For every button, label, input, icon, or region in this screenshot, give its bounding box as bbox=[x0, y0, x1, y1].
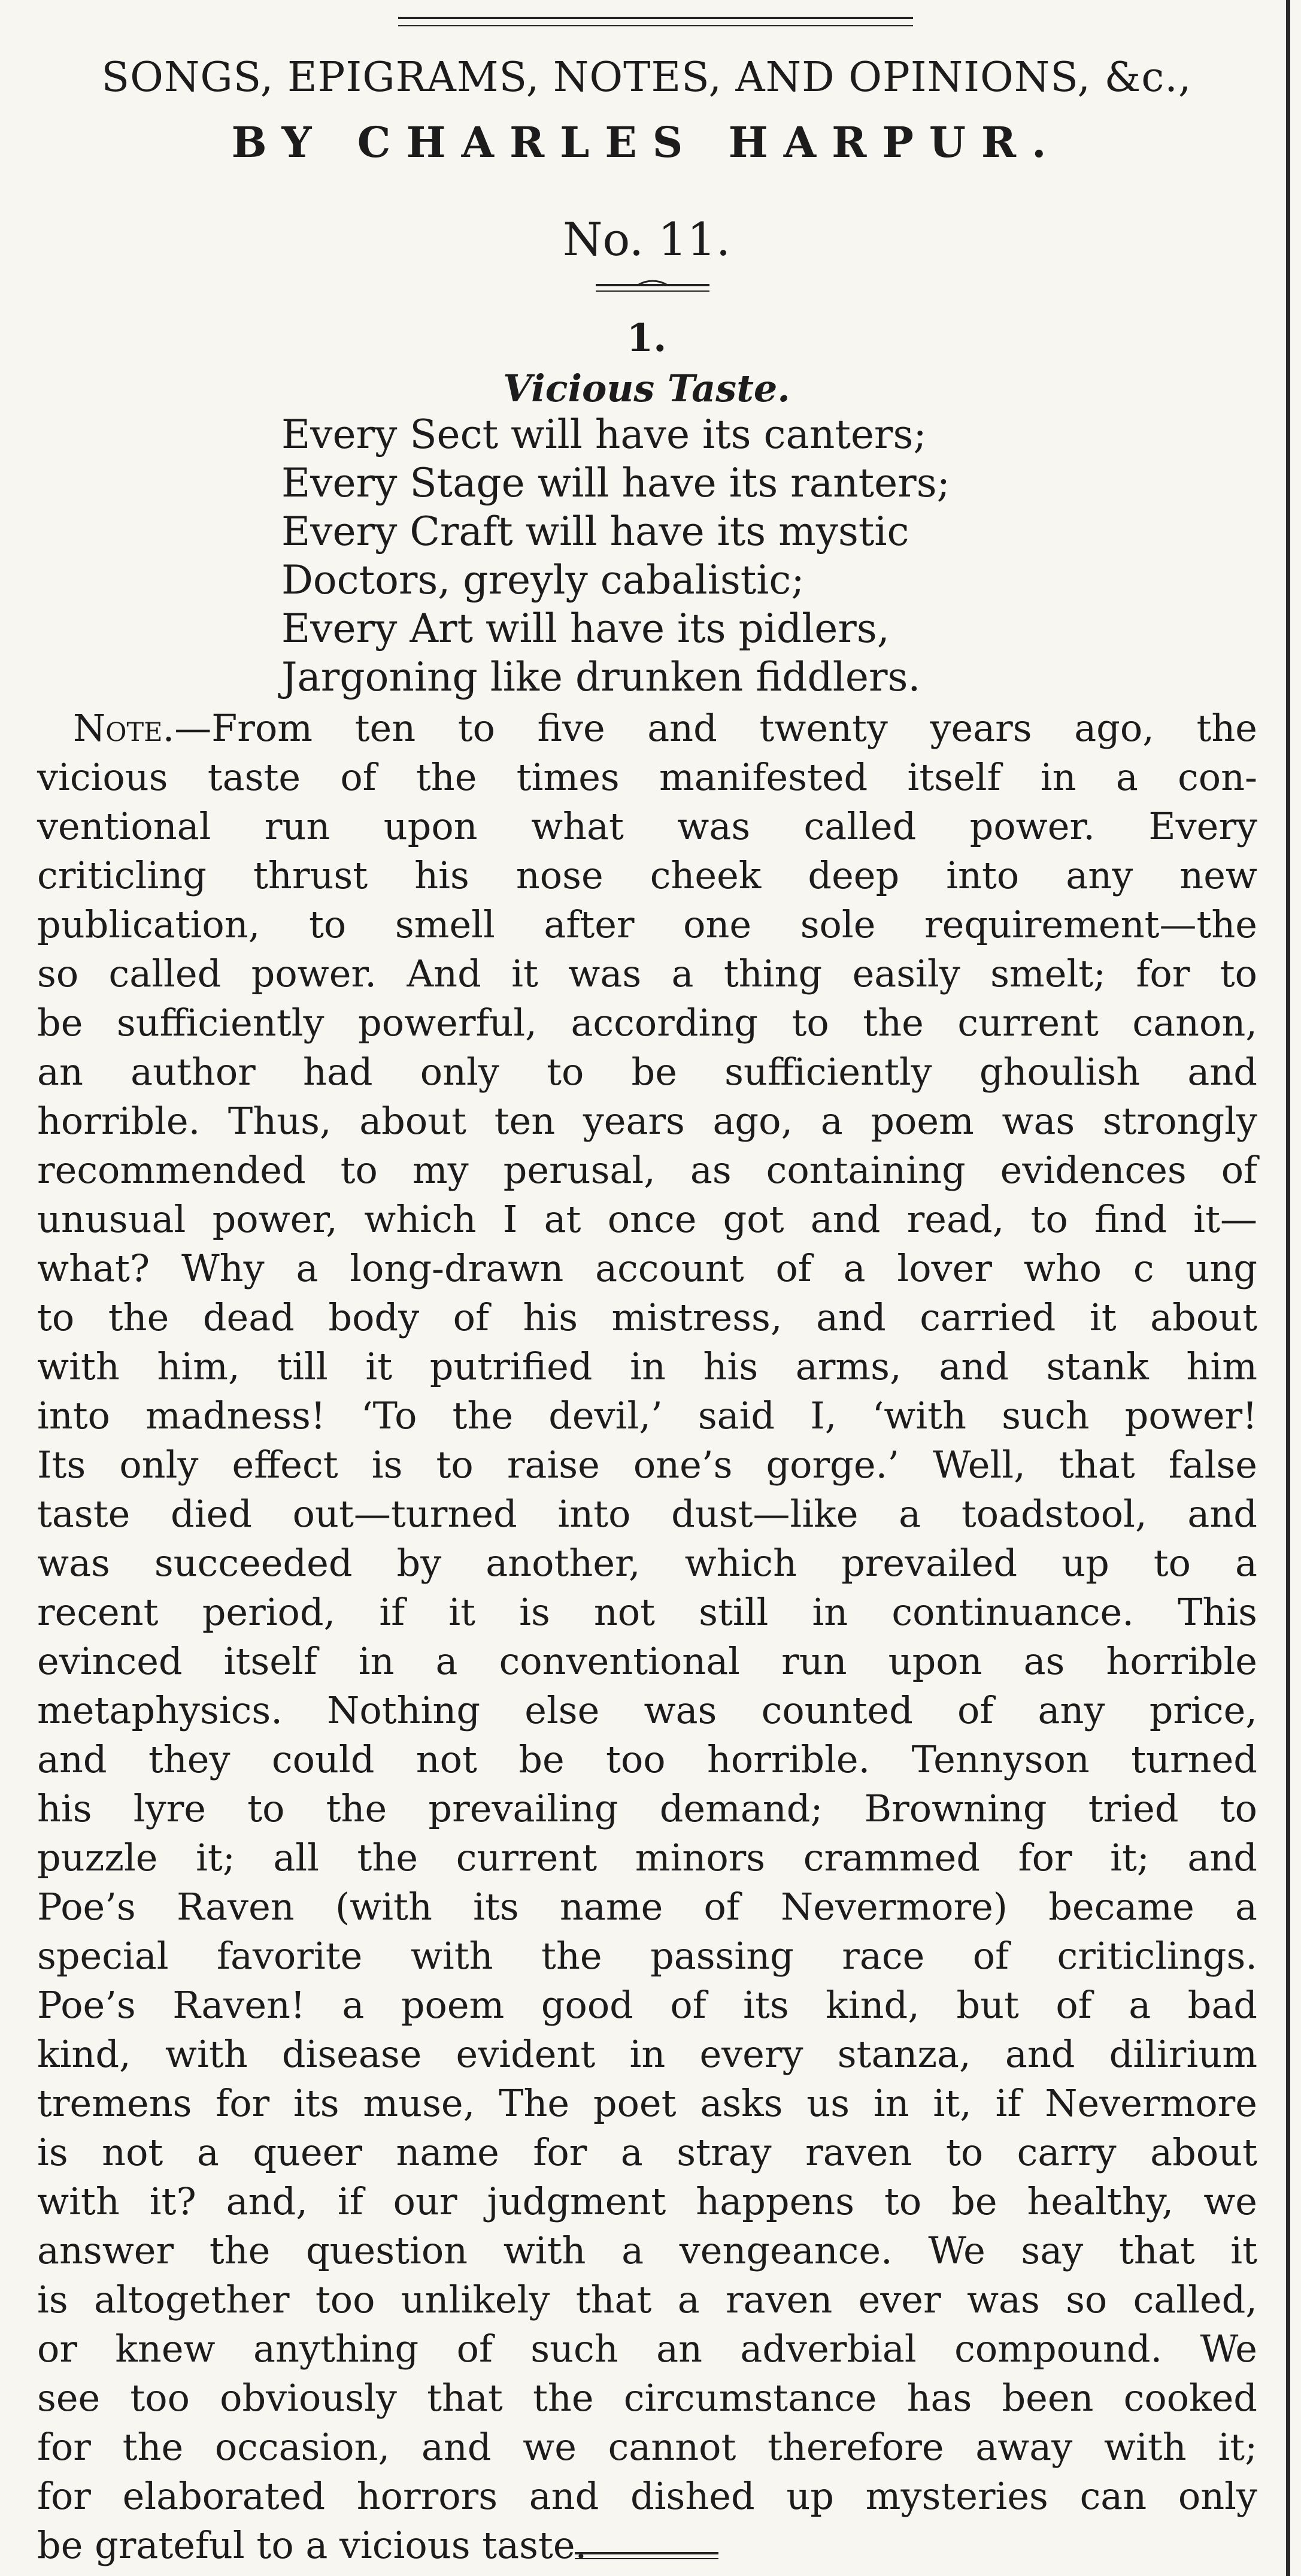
issue-number: No. 11. bbox=[562, 213, 731, 266]
poem-line: Jargoning like drunken fiddlers. bbox=[281, 654, 921, 700]
note-line: or knew anything of such an adverbial compound. We bbox=[37, 2327, 1257, 2371]
note-line: evinced itself in a conventional run upon as horrible bbox=[37, 1639, 1257, 1683]
note-line: and they could not be too horrible. Tennyson turned bbox=[37, 1737, 1257, 1781]
poem-line: Every Craft will have its mystic bbox=[281, 508, 909, 555]
note-line: Note.—From ten to five and twenty years ago, the bbox=[73, 706, 1257, 750]
note-line: so called power. And it was a thing easily smelt; for to bbox=[37, 952, 1257, 995]
note-line: an author had only to be sufficiently ghoulish and bbox=[37, 1050, 1257, 1094]
note-line: puzzle it; all the current minors crammed for it; and bbox=[37, 1836, 1257, 1879]
note-line: Its only effect is to raise one’s gorge.’ Well, that false bbox=[37, 1443, 1257, 1487]
note-line: Poe’s Raven (with its name of Nevermore) became a bbox=[37, 1885, 1257, 1929]
heading-line-1: SONGS, EPIGRAMS, NOTES, AND OPINIONS, &c., bbox=[101, 54, 1192, 101]
note-line: horrible. Thus, about ten years ago, a poem was strongly bbox=[37, 1099, 1257, 1143]
poem-line: Doctors, greyly cabalistic; bbox=[281, 557, 805, 603]
note-line: for elaborated horrors and dished up mysteries can only bbox=[37, 2474, 1257, 2518]
note-line: was succeeded by another, which prevailed up to a bbox=[37, 1541, 1257, 1585]
poem-line: Every Sect will have its canters; bbox=[281, 411, 927, 458]
poem-line: Every Stage will have its ranters; bbox=[281, 460, 950, 506]
column-rule bbox=[1286, 0, 1290, 2576]
top-rule-thin bbox=[398, 25, 913, 26]
note-line: his lyre to the prevailing demand; Browning tried to bbox=[37, 1787, 1257, 1830]
note-line: for the occasion, and we cannot therefore away with it; bbox=[37, 2425, 1257, 2469]
note-line: be sufficiently powerful, according to the current canon, bbox=[37, 1001, 1257, 1045]
note-line: Poe’s Raven! a poem good of its kind, but of a bad bbox=[37, 1983, 1257, 2027]
note-line: ventional run upon what was called power. Every bbox=[37, 804, 1257, 848]
note-line: taste died out—turned into dust—like a toadstool, and bbox=[37, 1492, 1257, 1536]
note-label: Note. bbox=[73, 706, 175, 750]
note-line: with it? and, if our judgment happens to be healthy, we bbox=[37, 2180, 1257, 2223]
note-line: what? Why a long-drawn account of a lover who c ung bbox=[37, 1246, 1257, 1290]
note-line: into madness! ‘To the devil,’ said I, ‘with such power! bbox=[37, 1394, 1257, 1437]
note-line: be grateful to a vicious taste. bbox=[37, 2523, 587, 2567]
note-line: to the dead body of his mistress, and carried it about bbox=[37, 1295, 1257, 1339]
note-line: publication, to smell after one sole requirement—the bbox=[37, 903, 1257, 946]
note-line: recommended to my perusal, as containing evidences of bbox=[37, 1148, 1257, 1192]
note-line: is not a queer name for a stray raven to carry about bbox=[37, 2130, 1257, 2174]
note-line: see too obviously that the circumstance has been cooked bbox=[37, 2376, 1257, 2420]
note-line: criticling thrust his nose cheek deep into any new bbox=[37, 853, 1257, 897]
note-line: tremens for its muse, The poet asks us in it, if Nevermore bbox=[37, 2081, 1257, 2125]
section-title: Vicious Taste. bbox=[503, 367, 790, 410]
bottom-rule bbox=[575, 2552, 718, 2559]
section-number: 1. bbox=[626, 316, 667, 361]
heading-line-2: BY CHARLES HARPUR. bbox=[231, 117, 1062, 167]
top-rule bbox=[398, 17, 913, 19]
note-line: vicious taste of the times manifested itself in a con- bbox=[37, 755, 1257, 799]
flourish-rule-icon bbox=[596, 277, 709, 295]
poem bbox=[281, 410, 1179, 701]
note-line: is altogether too unlikely that a raven ever was so called, bbox=[37, 2278, 1257, 2321]
note-line: unusual power, which I at once got and read, to find it— bbox=[37, 1197, 1257, 1241]
note-line: recent period, if it is not still in continuance. This bbox=[37, 1590, 1257, 1634]
note-line: kind, with disease evident in every stanza, and dilirium bbox=[37, 2032, 1257, 2076]
poem-line: Every Art will have its pidlers, bbox=[281, 606, 890, 652]
note-line: special favorite with the passing race of criticlings. bbox=[37, 1934, 1257, 1978]
note-text bbox=[37, 704, 1257, 2570]
note-line: with him, till it putrified in his arms, and stank him bbox=[37, 1345, 1257, 1388]
note-line: metaphysics. Nothing else was counted of any price, bbox=[37, 1688, 1257, 1732]
note-line: answer the question with a vengeance. We say that it bbox=[37, 2229, 1257, 2272]
